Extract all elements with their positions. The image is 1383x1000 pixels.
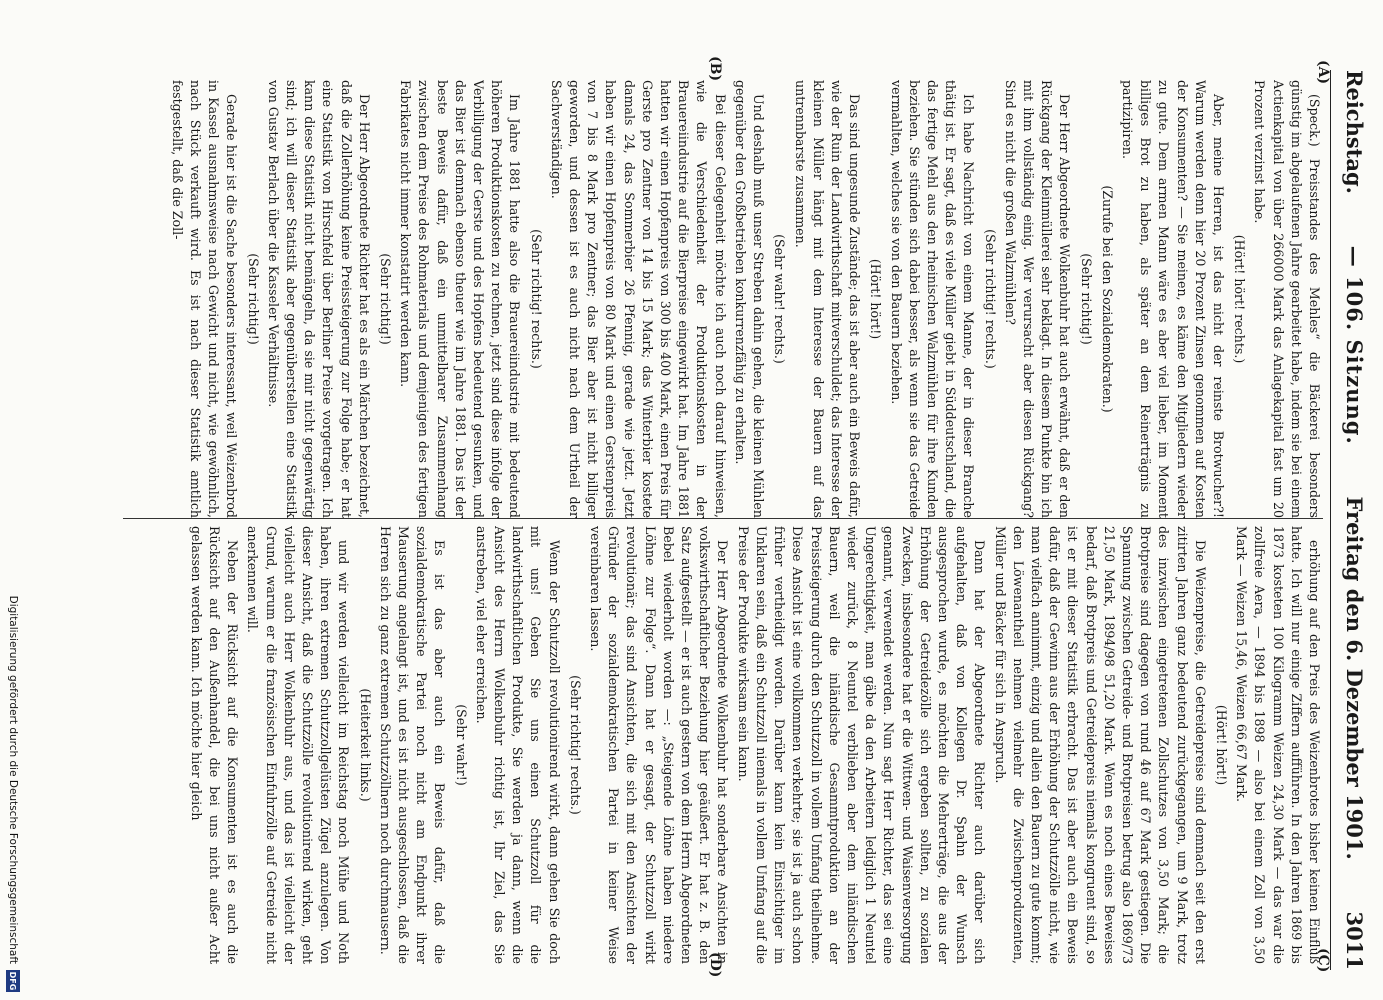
- interjection: (Sehr richtig! rechts.): [528, 229, 544, 369]
- header-date: Freitag den 6. Dezember 1901.: [1342, 496, 1368, 860]
- interjection: (Hört! hört!): [868, 258, 884, 340]
- paragraph: (Speck.) Preisstandes des Mehles“ die Bäckerei besonders günstig im abgelaufenen Jahre gearbeitet habe, indem sie bei einem Actienkapital von über 266000 Mark das Anlagekapital fast um 20 Prozent verzinst habe.: [1252, 80, 1322, 518]
- header-rule: [1330, 70, 1331, 970]
- paragraph: erhöhung auf den Preis des Weizenbrotes bisher keinen Einfluß hatte. Ich will nur einige Ziffern aufführen. In den Jahren 1869 bis 1873 kosteten 100 Kilogramm Weizen 24,30 Mark — das war die zollfreie Aera, — 1894 bis 1898 — also bei einem Zoll von 3,50 Mark — Weizen 15,46, Weizen 66,67 Mark.: [1234, 526, 1322, 964]
- footer-note: Digitalisierung gefördert durch die Deutsche Forschungsgemeinschaft: [7, 595, 19, 964]
- paragraph: Es ist das aber auch ein Beweis dafür, daß die sozialdemokratische Partei noch nicht am Endpunkt ihrer Mauserung angelangt ist, und es ist nicht ausgeschlossen, daß die Herren sich zu ganz extremen Schutzzöllnern noch durchmausern.: [377, 526, 448, 964]
- margin-mark-c: (C): [1315, 948, 1331, 973]
- paragraph: Der Herr Abgeordnete Wolkenbuhr hat sonderbare Ansichten in volkswirthschaftlicher Beziehung hier geäußert. Er hat z. B. den Satz aufgestellt — er ist auch gestern von dem Herrn Abgeordneten Bebel wiederholt worden —: „Steigende Löhne haben niedere Löhne zur Folge“. Dann hat er gesagt, der Schutzzoll wirkt revolutionär; das sind Ansichten, die sich mit den Ansichten der Gründer der sozialdemokratischen Partei in keiner Weise vereinbaren lassen.: [588, 526, 731, 964]
- right-text-column: [23, 526, 1323, 964]
- paragraph: Bei dieser Gelegenheit möchte ich auch noch darauf hinweisen, wie die Verschiedenheit der Produktionskosten in der Brauereiindustrie auf die Bierpreise eingewirkt hat. Im Jahre 1881 hatten wir einen Hopfenpreis von 300 bis 400 Mark, einen Preis für Gerste pro Zentner von 14 bis 15 Mark; das Winterbier kostete damals 24, das Sommerbier 26 Pfennig, gerade wie jetzt. Jetzt haben wir einen Hopfenpreis von 80 Mark und einen Gerstenpreis von 7 bis 8 Mark pro Zentner; das Bier aber ist nicht billiger geworden, und dessen ist es auch nicht nach dem Urtheil der Sachverständigen.: [548, 80, 728, 518]
- column-divider: [123, 518, 1323, 519]
- dfg-logo-icon: DFG: [6, 970, 20, 992]
- paragraph: Neben der Rücksicht auf die Konsumenten ist es auch die Rücksicht auf den Außenhandel, die bei uns nicht außer Acht gelassen werden kann. Ich möchte hier gleich: [188, 526, 241, 964]
- paragraph: Und deshalb muß unser Streben dahin gehen, die kleinen Mühlen gegenüber den Großbetrieben konkurrenzfähig zu erhalten.: [732, 80, 767, 518]
- paragraph: Das sind ungesunde Zustände; das ist aber auch ein Beweis dafür, wie der Ruin der Landwirthschaft mitverschuldet; das Interesse der kleinen Müller hängt mit dem Interesse der Bauern auf das untrennbarste zusammen.: [792, 80, 863, 518]
- interjection: (Sehr richtig!): [378, 253, 394, 345]
- header-title: Reichstag.: [1342, 70, 1368, 194]
- paragraph: Der Herr Abgeordnete Richter hat es als ein Märchen bezeichnet, daß die Zollerhöhung keine Preissteigerung zur Folge habe; er hat eine Statistik von Hirschfeld über Berliner Preise vorgetragen. Ich kann diese Statistik nicht bemängeln, da sie mir nicht gegenwärtig sind; ich will dieser Statistik aber gegenüberstellen eine Statistik von Gustav Berlach über die Kasseler Verhältnisse.: [265, 80, 372, 518]
- page-content: [7, 0, 1383, 1000]
- interjection: (Heiterkeit links.): [357, 688, 373, 802]
- page-header: [1335, 70, 1375, 970]
- paragraph: Der Herr Abgeordnete Wolkenbuhr hat auch erwähnt, daß er den Rückgang der Kleinmüllerei sehr beklagt. In diesem Punkte bin ich mit ihm vollständig einig. Wer verursacht aber diesen Rückgang? Sind es nicht die großen Walzmühlen?: [1002, 80, 1073, 518]
- interjection: (Sehr richtig! rechts.): [982, 229, 998, 369]
- header-session: — 106. Sitzung.: [1342, 245, 1368, 445]
- paragraph: Wenn der Schutzzoll revolutionirend wirkt, dann gehen Sie doch mit uns! Geben Sie uns einen Schutzzoll für die landwirthschaftlichen Produkte, Sie werden ja dann, wenn die Ansicht des Herrn Wolkenbuhr richtig ist, Ihr Ziel, das Sie anstreben, viel eher erreichen.: [473, 526, 562, 964]
- page-footer: [3, 0, 23, 1000]
- paragraph: Dann hat der Abgeordnete Richter auch darüber sich aufgehalten, daß von Kollegen Dr. Spahn der Wunsch ausgesprochen wurde, es möchten die Mehrerträge, die aus der Erhöhung der Getreidezölle sich ergeben sollten, zu sozialen Zwecken, insbesondere hat er die Wittwen- und Waisenversorgung genannt, verwendet werden. Nun sagt Herr Richter, das sei eine Ungerechtigkeit, man gäbe da den Arbeitern lediglich 1 Neuntel wieder zurück, 8 Neuntel verblieben aber dem inländischen Bauern, weil die inländische Gesammtproduktion an der Preissteigerung durch den Schutzzoll in vollem Umfang theilnehme. Diese Ansicht ist eine vollkommen verkehrte; sie ist ja auch schon früher vertheidigt worden. Darüber kann kein Einsichtiger im Unklaren sein, daß ein Schutzzoll niemals in vollem Umfang auf die Preise der Produkte wirksam sein kann.: [735, 526, 988, 964]
- page-number: 3011: [1342, 911, 1368, 970]
- margin-mark-b: (B): [707, 56, 723, 82]
- paragraph: Die Weizenpreise, die Getreidepreise sind demnach seit den erst zitirten Jahren ganz bedeutend zurückgegangen, um 9 Mark, trotz des inzwischen eingetretenen Zollschutzes von 3,50 Mark; die Brotpreise sind dagegen von rund 46 auf 67 Mark gestiegen. Die Spannung zwischen Getreide- und Brotpreisen betrug also 1869/73 21,50 Mark, 1894/98 51,20 Mark. Wenn es noch eines Beweises bedarf, daß Brotpreis und Getreidepreis niemals kongruent sind, so ist er mit dieser Statistik erbracht. Das ist aber auch ein Beweis dafür, daß der Gewinn aus der Erhöhung der Schutzzölle nicht, wie man vielfach annimmt, einzig und allein den Bauern zu gute kommt; den Löwenantheil nehmen vielmehr die Zwischenproduzenten, Müller und Bäcker für sich in Anspruch.: [992, 526, 1208, 964]
- paragraph: Im Jahre 1881 hatte also die Brauereiindustrie mit bedeutend höheren Produktionskosten zu rechnen, jetzt sind diese infolge der Verbilligung der Gerste und des Hopfens bedeutend gesunken, und das Bier ist demnach ebenso theuer wie im Jahre 1881. Das ist der beste Beweis dafür, daß ein unmittelbarer Zusammenhang zwischen dem Preise des Rohmaterials und demjenigen des fertigen Fabrikates nicht immer konstatirt werden kann.: [398, 80, 523, 518]
- left-text-column: [23, 80, 1323, 518]
- interjection: (Zurufe bei den Sozialdemokraten.): [1099, 185, 1115, 413]
- paragraph: und wir werden vielleicht im Reichstag noch Mühe und Noth haben, ihren extremen Schutzzollgelüsten Zügel anzulegen. Von dieser Ansicht, daß die Schutzzölle revolutionirend wirken, geht vielleicht auch Herr Wolkenbuhr aus, und das ist vielleicht der Grund, warum er die französischen Einfuhrzölle auf Getreide nicht anerkennen will.: [245, 526, 352, 964]
- interjection: (Sehr richtig!): [245, 253, 261, 345]
- interjection: (Sehr richtig!): [1078, 253, 1094, 345]
- interjection: (Sehr wahr! rechts.): [772, 234, 788, 364]
- paragraph: Aber, meine Herren, ist das nicht der reinste Brotwucher?! Warum werden denn hier 20 Prozent Zinsen genommen auf Kosten der Konsumenten? — Sie meinen, es käme den Mitgliedern wieder zu gute. Dem armen Mann wäre es aber viel lieber, im Moment billiges Brot zu haben, als später an dem Reinerträgnis zu partizipiren.: [1119, 80, 1226, 518]
- interjection: (Sehr wahr!): [453, 704, 469, 786]
- interjection: (Hört! hört! rechts.): [1232, 234, 1248, 364]
- interjection: (Hört! hört!): [1213, 704, 1229, 786]
- margin-mark-d: (D): [707, 952, 723, 978]
- paragraph: Gerade hier ist die Sache besonders interessant, weil Weizenbrod in Kassel ausnahmsweise nach Gewicht und nicht, wie gewöhnlich, nach Stück verkauft wird. Es ist nach dieser Statistik amtlich festgestellt, daß die Zoll-: [169, 80, 240, 518]
- interjection: (Sehr richtig! rechts.): [567, 675, 583, 815]
- paragraph: Ich habe Nachricht von einem Manne, der in dieser Branche thätig ist. Er sagt, daß es viele Müller giebt in Süddeutschland, die das fertige Mehl aus den rheinischen Walzmühlen für ihre Kunden beziehen. Sie stünden sich dabei besser, als wenn sie das Getreide vermahlten, welches sie von den Bauern beziehen.: [888, 80, 977, 518]
- margin-mark-a: (A): [1315, 60, 1331, 85]
